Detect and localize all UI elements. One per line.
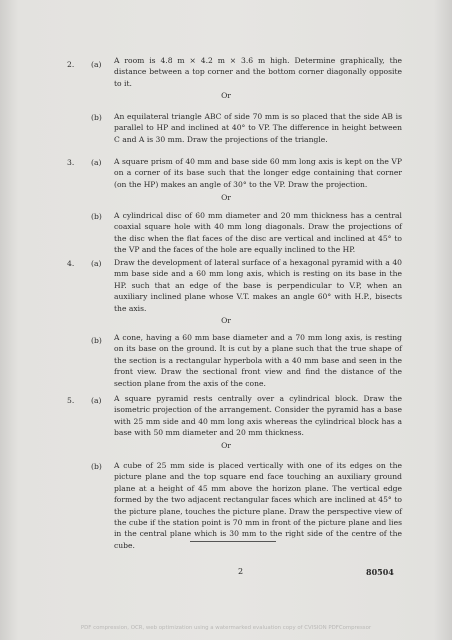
question-text-3b: A cylindrical disc of 60 mm diameter and 20 mm thickness has a central coaxial square hole with 40 mm long diagonals. Draw the projections of the disc when the flat faces of the disc are vertical and inclined at 45° to the VP and the faces of the hole are equally inclined to the HP.	[114, 211, 402, 255]
question-part-3a: (a)	[91, 158, 102, 167]
page-number: 2	[238, 567, 244, 576]
question-part-5b: (b)	[91, 462, 102, 471]
question-text-3a: A square prism of 40 mm and base side 60 mm long axis is kept on the VP on a corner of its base such that the longer edge containing that corner (on the HP) makes an angle of 30° to the VP. Draw the projection.	[114, 157, 402, 189]
or-separator: Or	[221, 441, 231, 450]
question-part-4b: (b)	[91, 336, 102, 345]
question-text-2b: An equilateral triangle ABC of side 70 mm is so placed that the side AB is parallel to HP and inclined at 40° to VP. The difference in height between C and A is 30 mm. Draw the projections of the triangle.	[114, 112, 402, 144]
question-text-4a: Draw the development of lateral surface of a hexagonal pyramid with a 40 mm base side and a 60 mm long axis, which is resting on its base in the HP. such that an edge of the base is perpendicular to V.P, when an auxiliary inclined plane whose V.T. makes an angle 60° with H.P., bisects the axis.	[114, 258, 402, 313]
question-part-4a: (a)	[91, 259, 102, 268]
question-number-2: 2.	[67, 60, 75, 69]
question-number-5: 5.	[67, 396, 75, 405]
question-part-2a: (a)	[91, 60, 102, 69]
or-separator: Or	[221, 193, 231, 202]
question-text-5b: A cube of 25 mm side is placed vertically with one of its edges on the picture plane and the top square end face touching an auxiliary ground plane at a height of 45 mm above the horizon plane. The vertical edge formed by the two adjacent rectangular faces which are inclined at 45° to the picture plane, touches the picture plane. Draw the perspective view of the cube if the station point is 70 mm in front of the picture plane and lies in the central plane which is 30 mm to the right side of the centre of the cube.	[114, 461, 402, 550]
paper-code: 80504	[366, 567, 394, 577]
question-text-2a: A room is 4.8 m × 4.2 m × 3.6 m high. Determine graphically, the distance between a top corner and the bottom corner diagonally opposite to it.	[114, 56, 402, 88]
question-number-4: 4.	[67, 259, 75, 268]
watermark-footer: PDF compression, OCR, web optimization using a watermarked evaluation copy of CVISION PDFCompressor	[80, 625, 372, 631]
question-part-3b: (b)	[91, 212, 102, 221]
or-separator: Or	[221, 91, 231, 100]
question-text-5a: A square pyramid rests centrally over a cylindrical block. Draw the isometric projection of the arrangement. Consider the pyramid has a base with 25 mm side and 40 mm long axis whereas the cylindrical block has a base with 50 mm diameter and 20 mm thickness.	[114, 394, 402, 438]
end-rule	[190, 541, 276, 542]
question-number-3: 3.	[67, 158, 75, 167]
question-text-4b: A cone, having a 60 mm base diameter and a 70 mm long axis, is resting on its base on the ground. It is cut by a plane such that the true shape of the section is a rectangular hyperbola with a 40 mm base and seen in the front view. Draw the sectional front view and find the distance of the section plane from the axis of the cone.	[114, 333, 402, 388]
question-part-2b: (b)	[91, 113, 102, 122]
or-separator: Or	[221, 316, 231, 325]
question-part-5a: (a)	[91, 396, 102, 405]
